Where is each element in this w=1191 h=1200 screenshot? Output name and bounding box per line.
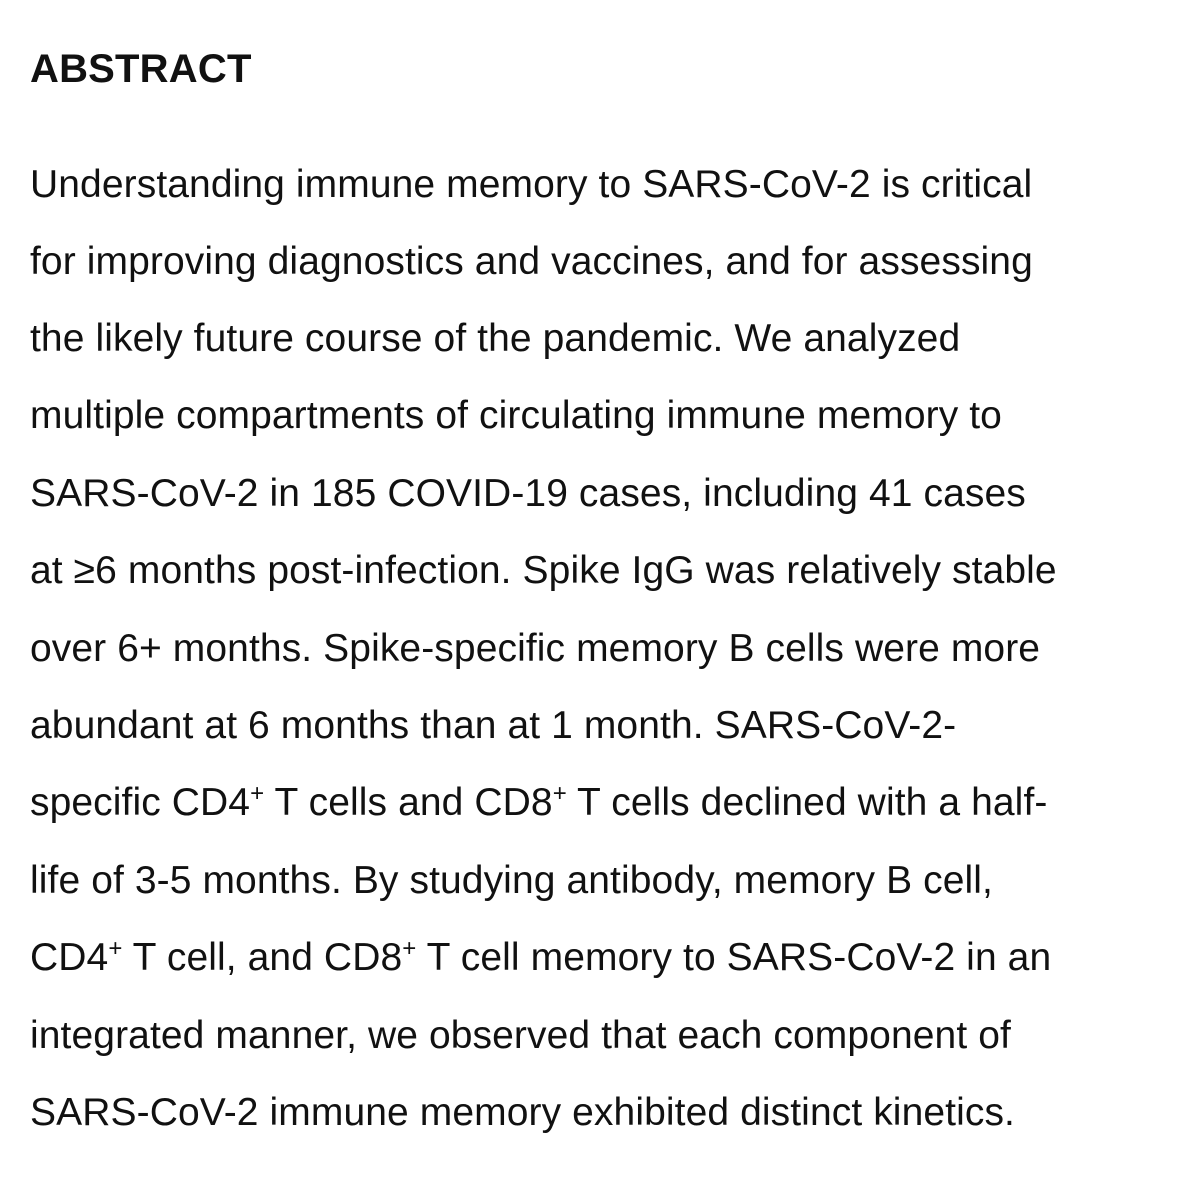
text-run: abundant at 6 months than at 1 month. SARS-CoV-2- xyxy=(30,704,957,747)
superscript-plus: + xyxy=(250,780,265,807)
text-run: T cell memory to SARS-CoV-2 in an xyxy=(416,936,1052,979)
abstract-line xyxy=(30,160,1032,210)
superscript-plus: + xyxy=(108,935,123,962)
text-run: over 6+ months. Spike-specific memory B cells were more xyxy=(30,627,1041,670)
abstract-heading: ABSTRACT xyxy=(30,47,252,91)
text-run: CD4 xyxy=(30,936,109,979)
abstract-line xyxy=(30,856,993,906)
text-run: SARS-CoV-2 in 185 COVID-19 cases, including 41 cases xyxy=(30,472,1026,515)
text-run: specific CD4 xyxy=(30,781,251,824)
abstract-line xyxy=(30,1088,1015,1138)
text-run: for improving diagnostics and vaccines, and for assessing xyxy=(30,240,1033,283)
abstract-line xyxy=(30,624,1040,674)
abstract-line xyxy=(30,391,1002,441)
abstract-line xyxy=(30,933,1051,983)
superscript-plus: + xyxy=(402,935,417,962)
text-run: SARS-CoV-2 immune memory exhibited distinct kinetics. xyxy=(30,1091,1015,1134)
superscript-plus: + xyxy=(552,780,567,807)
abstract-line xyxy=(30,237,1033,287)
abstract-line xyxy=(30,469,1026,519)
abstract-line xyxy=(30,778,1047,828)
text-run: T cells and CD8 xyxy=(264,781,553,824)
text-run: integrated manner, we observed that each component of xyxy=(30,1014,1011,1057)
text-run: the likely future course of the pandemic. We analyzed xyxy=(30,317,961,360)
abstract-line xyxy=(30,701,956,751)
abstract-line xyxy=(30,1011,1011,1061)
text-run: at ≥6 months post-infection. Spike IgG was relatively stable xyxy=(30,549,1057,592)
text-run: life of 3-5 months. By studying antibody, memory B cell, xyxy=(30,859,993,902)
abstract-line xyxy=(30,314,960,364)
text-run: T cell, and CD8 xyxy=(122,936,403,979)
text-run: Understanding immune memory to SARS-CoV-2 is critical xyxy=(30,163,1033,206)
text-run: T cells declined with a half- xyxy=(566,781,1048,824)
abstract-line xyxy=(30,546,1057,596)
text-run: multiple compartments of circulating immune memory to xyxy=(30,394,1002,437)
